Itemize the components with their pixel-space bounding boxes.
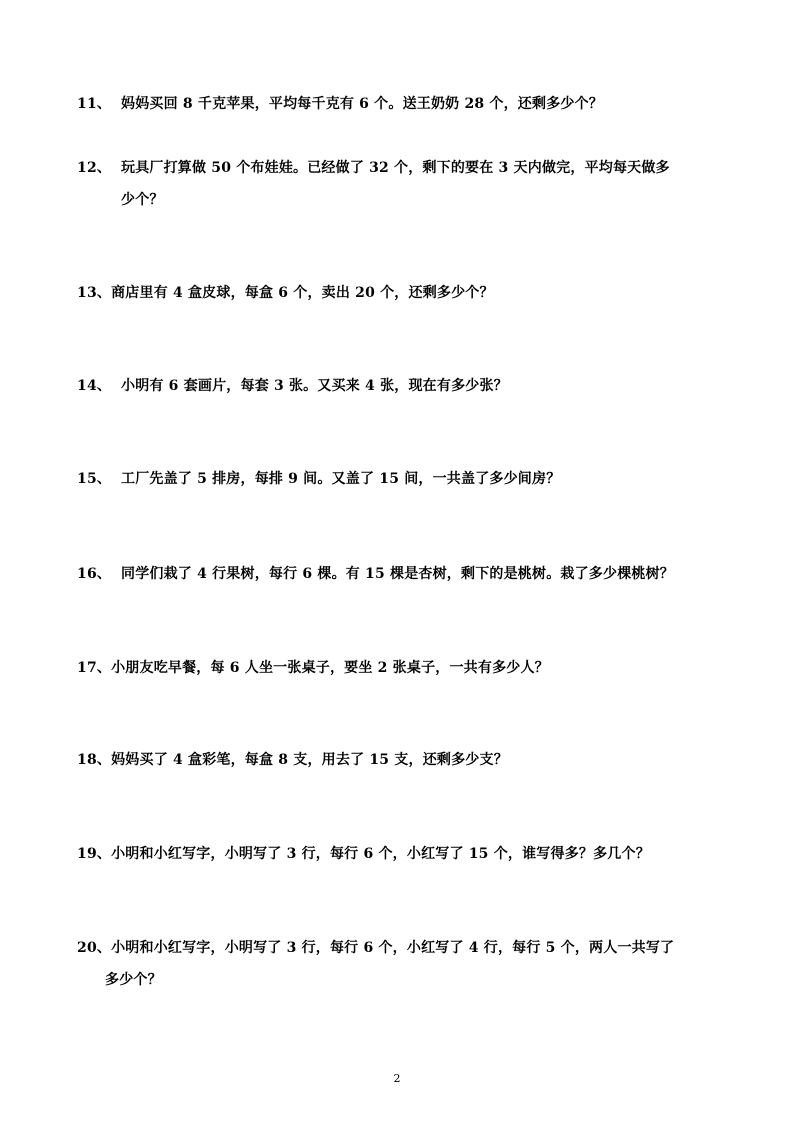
problem-number: 15、 [77,471,112,487]
problem-number: 12、 [77,160,112,176]
problem-text: 玩具厂打算做 50 个布娃娃。已经做了 32 个，剩下的要在 3 天内做完，平均每天做多 [121,160,670,176]
problem-text: 工厂先盖了 5 排房，每排 9 间。又盖了 15 间，一共盖了多少间房？ [121,471,561,487]
problem-number: 17、 [77,660,112,676]
problem-text: 商店里有 4 盒皮球，每盒 6 个，卖出 20 个，还剩多少个？ [111,285,494,301]
problem-16 [77,558,757,590]
problem-number: 14、 [77,378,112,394]
problem-text: 小朋友吃早餐，每 6 人坐一张桌子，要坐 2 张桌子，一共有多少人？ [111,660,549,676]
problem-text-continued: 少个？ [121,192,164,208]
problem-number: 20、 [77,940,112,956]
problem-text: 小明和小红写字，小明写了 3 行，每行 6 个，小红写了 4 行，每行 5 个，两人一共写了 [111,940,675,956]
problem-number: 11、 [77,96,112,112]
problem-14 [77,370,757,402]
problem-20 [77,932,757,996]
problem-number: 16、 [77,566,112,582]
problem-number: 18、 [77,752,112,768]
problem-number: 13、 [77,285,112,301]
problem-text: 同学们栽了 4 行果树，每行 6 棵。有 15 棵是杏树，剩下的是桃树。栽了多少棵桃树？ [121,566,675,582]
problem-17 [77,652,757,684]
problem-text-continued: 多少个？ [105,972,162,988]
problem-text: 小明有 6 套画片，每套 3 张。又买来 4 张，现在有多少张？ [121,378,508,394]
page-number: 2 [393,1072,401,1085]
problem-11 [77,88,757,120]
problem-19 [77,838,757,870]
problem-13 [77,277,757,309]
problem-number: 19、 [77,846,112,862]
problem-12 [77,152,757,216]
problem-text: 妈妈买了 4 盒彩笔，每盒 8 支，用去了 15 支，还剩多少支？ [111,752,508,768]
problem-text: 小明和小红写字，小明写了 3 行，每行 6 个，小红写了 15 个，谁写得多？多几个？ [111,846,650,862]
problem-18 [77,744,757,776]
problem-15 [77,463,757,495]
problem-text: 妈妈买回 8 千克苹果，平均每千克有 6 个。送王奶奶 28 个，还剩多少个？ [121,96,604,112]
